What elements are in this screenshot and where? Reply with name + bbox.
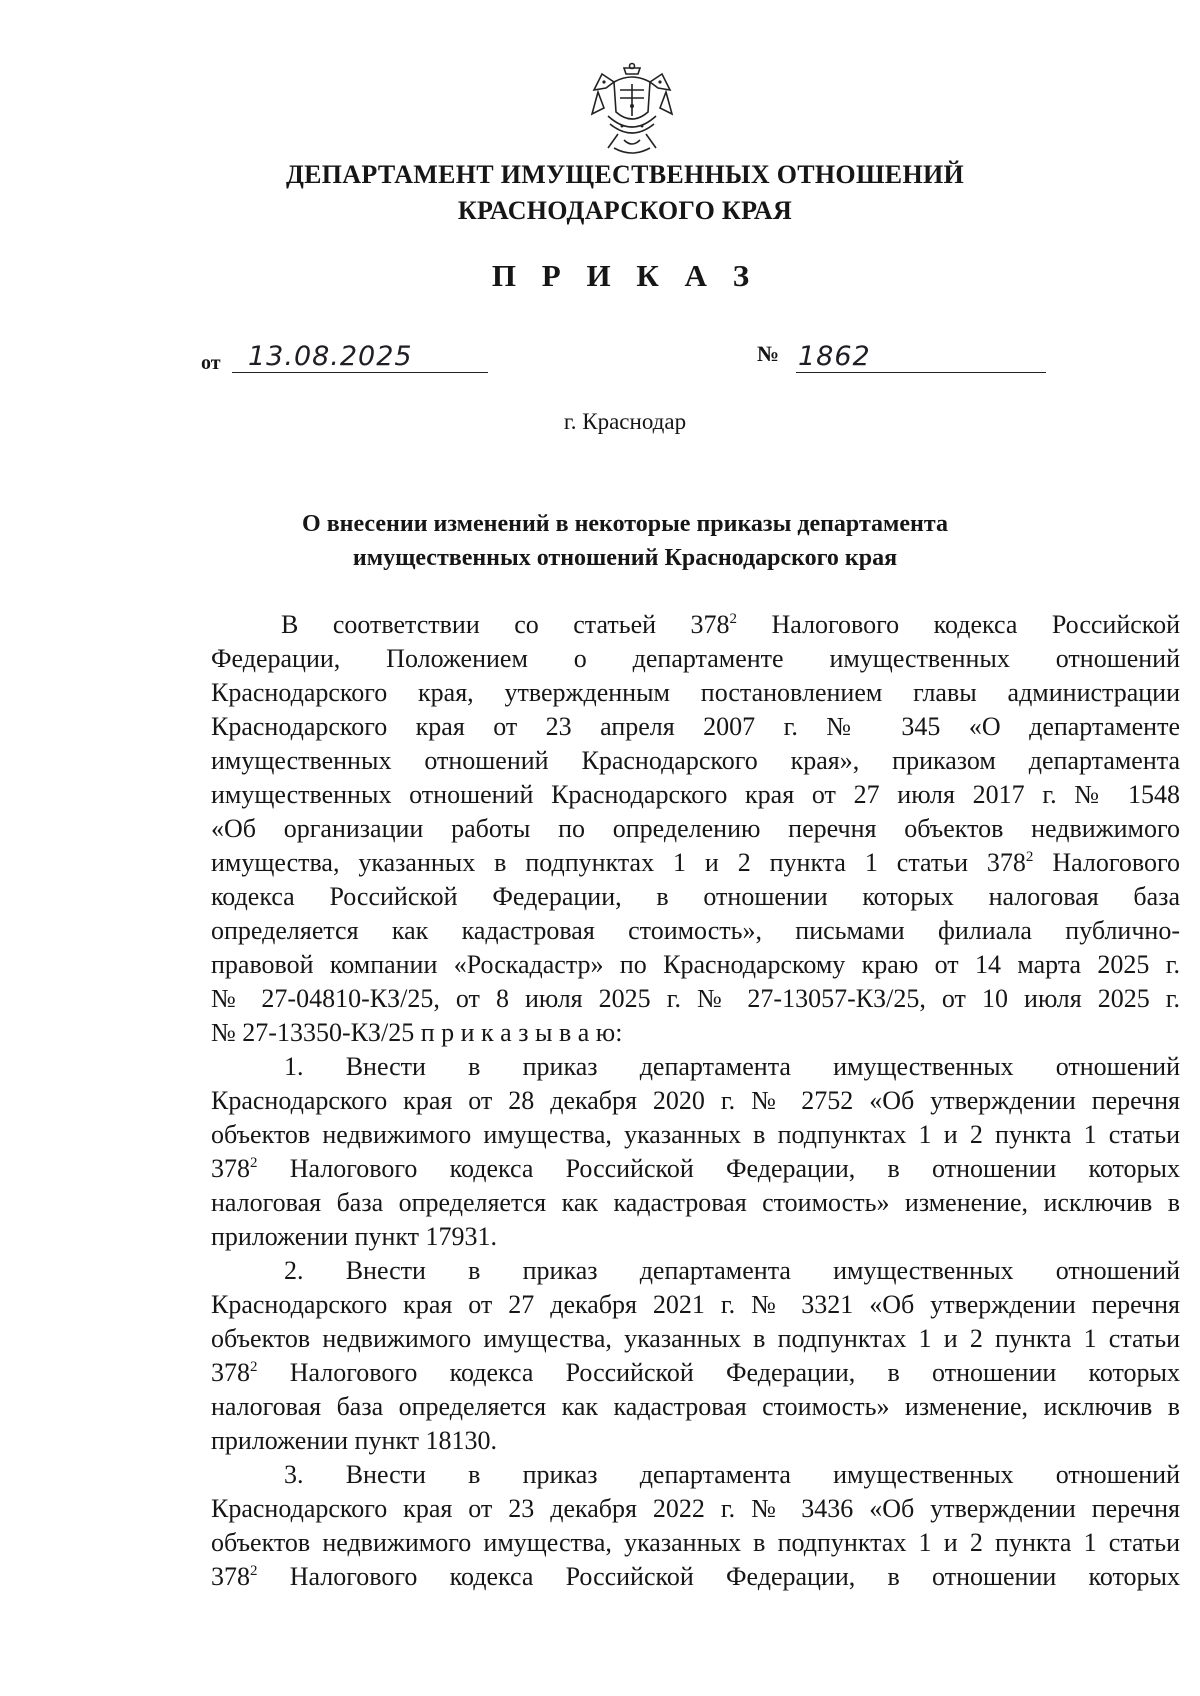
preamble-line: определяется как кадастровая стоимость», письмами филиала публично- [211,916,1180,945]
item1-line: налоговая база определяется как кадастровая стоимость» изменение, исключив в [211,1188,1180,1217]
superscript: 2 [250,1155,258,1171]
number-field [796,340,1046,373]
text-fragment: 378 [211,1154,250,1183]
text-fragment: 378 [211,1358,250,1387]
text-fragment: Налогового кодекса Российской [737,610,1181,639]
preamble-line: Краснодарского края от 23 апреля 2007 г. № 345 «О департаменте [211,712,1180,741]
item1-line: 1. Внести в приказ департамента имущественных отношений [284,1052,1180,1081]
item2-line [211,1356,1180,1390]
preamble-line: имущественных отношений Краснодарского края от 27 июля 2017 г. № 1548 [211,780,1180,809]
text-fragment: Налогового кодекса Российской Федерации, в отношении которых [257,1562,1180,1591]
preamble-line: Краснодарского края, утвержденным постановлением главы администрации [211,678,1180,707]
item1-line: Краснодарского края от 28 декабря 2020 г. № 2752 «Об утверждении перечня [211,1086,1180,1115]
preamble-line: Федерации, Положением о департаменте имущественных отношений [211,644,1180,673]
text-fragment: В соответствии со статьей 378 [281,610,730,639]
preamble-line [281,608,1180,642]
superscript: 2 [1025,849,1034,865]
text-fragment: Налогового кодекса Российской Федерации, в отношении которых [257,1358,1180,1387]
coat-of-arms-emblem [584,60,680,160]
item2-line: объектов недвижимого имущества, указанных в подпунктах 1 и 2 пункта 1 статьи [211,1324,1180,1353]
handwritten-number: 1862 [798,341,871,372]
preamble-line: № 27-04810-КЗ/25, от 8 июля 2025 г. № 27-13057-КЗ/25, от 10 июля 2025 г. [211,984,1180,1013]
preamble-line: правовой компании «Роскадастр» по Краснодарскому краю от 14 марта 2025 г. [211,950,1180,979]
department-name-line2: КРАСНОДАРСКОГО КРАЯ [457,196,793,225]
item2-line: 2. Внести в приказ департамента имущественных отношений [284,1256,1180,1285]
item3-line [211,1560,1180,1594]
department-name-line1: ДЕПАРТАМЕНТ ИМУЩЕСТВЕННЫХ ОТНОШЕНИЙ [285,160,965,189]
city-line: г. Краснодар [563,409,687,434]
document-title-line2: имущественных отношений Краснодарского края [352,545,898,571]
text-fragment: Налогового кодекса Российской Федерации, в отношении которых [257,1154,1180,1183]
superscript: 2 [250,1563,258,1579]
superscript: 2 [250,1359,258,1375]
item3-line: 3. Внести в приказ департамента имущественных отношений [284,1460,1180,1489]
item2-line: приложении пункт 18130. [211,1426,498,1455]
item3-line: Краснодарского края от 23 декабря 2022 г. № 3436 «Об утверждении перечня [211,1494,1180,1523]
preamble-line: «Об организации работы по определению перечня объектов недвижимого [211,814,1180,843]
text-fragment: имущества, указанных в подпунктах 1 и 2 пункта 1 статьи 378 [211,848,1026,877]
handwritten-date: 13.08.2025 [248,341,413,372]
text-fragment: Налогового [1033,848,1180,877]
preamble-line [211,846,1180,880]
document-title-line1: О внесении изменений в некоторые приказы департамента [302,511,948,537]
preamble-line: имущественных отношений Краснодарского края», приказом департамента [211,746,1180,775]
preamble-line: кодекса Российской Федерации, в отношении которых налоговая база [211,882,1180,911]
preamble-line: № 27-13350-КЗ/25 п р и к а з ы в а ю: [211,1018,623,1047]
item3-line: объектов недвижимого имущества, указанных в подпунктах 1 и 2 пункта 1 статьи [211,1528,1180,1557]
date-field [232,340,488,373]
item1-line [211,1152,1180,1186]
item2-line: Краснодарского края от 27 декабря 2021 г. № 3321 «Об утверждении перечня [211,1290,1180,1319]
item2-line: налоговая база определяется как кадастровая стоимость» изменение, исключив в [211,1392,1180,1421]
date-label: от [201,352,221,374]
superscript: 2 [729,611,738,627]
document-type-heading: П Р И К А З [491,258,759,293]
text-fragment: 378 [211,1562,250,1591]
item1-line: приложении пункт 17931. [211,1222,498,1251]
number-label: № [757,341,780,366]
item1-line: объектов недвижимого имущества, указанных в подпунктах 1 и 2 пункта 1 статьи [211,1120,1180,1149]
